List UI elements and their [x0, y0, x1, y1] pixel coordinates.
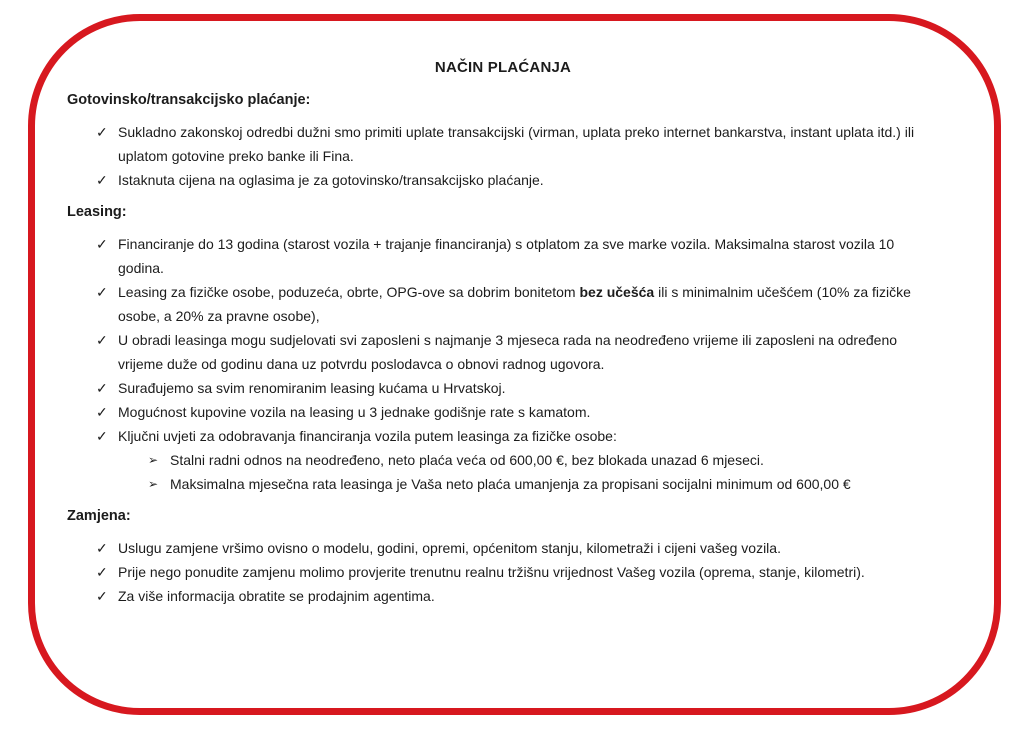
list-item: [67, 472, 939, 496]
list-item: [67, 168, 939, 192]
list-item: [67, 280, 939, 328]
section-heading-leasing: Leasing:: [67, 204, 127, 220]
list-item: [67, 424, 939, 448]
check-icon: ✓: [96, 588, 108, 604]
check-icon: ✓: [96, 564, 108, 580]
list-item: [67, 376, 939, 400]
list-item: [67, 120, 939, 168]
bullet-text: Maksimalna mjesečna rata leasinga je Vaša neto plaća umanjenja za propisani socijalni minimum od 600,00 €: [170, 476, 851, 492]
bullet-text: Uslugu zamjene vršimo ovisno o modelu, godini, opremi, općenitom stanju, kilometraži i cijeni vašeg vozila.: [118, 540, 781, 556]
document-body: [67, 48, 939, 608]
section-heading-zamjena: Zamjena:: [67, 508, 131, 524]
list-item: [67, 328, 939, 376]
check-icon: ✓: [96, 236, 108, 252]
bullet-text: Financiranje do 13 godina (starost vozila + trajanje financiranja) s otplatom za sve marke vozila. Maksimalna starost vozila 10 godina.: [118, 236, 895, 276]
check-icon: ✓: [96, 428, 108, 444]
bullet-text: Sukladno zakonskoj odredbi dužni smo primiti uplate transakcijski (virman, uplata preko internet bankarstva, instant uplata itd.) ili uplatom gotovine preko banke ili Fina.: [118, 124, 915, 164]
check-icon: ✓: [96, 332, 108, 348]
arrow-icon: ➢: [148, 477, 159, 491]
bullet-text: Istaknuta cijena na oglasima je za gotovinsko/transakcijsko plaćanje.: [118, 172, 544, 188]
bullet-text: U obradi leasinga mogu sudjelovati svi zaposleni s najmanje 3 mjeseca rada na neodređeno vrijeme ili zaposleni na određeno vrijeme duže od godinu dana uz potvrdu poslodavca o obnovi radnog ugovora.: [118, 332, 898, 372]
bullet-text: Leasing za fizičke osobe, poduzeća, obrte, OPG-ove sa dobrim bonitetom bez učešća ili s minimalnim učešćem (10% za fizičke osobe, a 20% za pravne osobe),: [118, 284, 911, 324]
list-item: [67, 232, 939, 280]
cash-payment-bullet-list: [67, 120, 939, 192]
check-icon: ✓: [96, 540, 108, 556]
arrow-icon: ➢: [148, 453, 159, 467]
bullet-text: Ključni uvjeti za odobravanja financiranja vozila putem leasinga za fizičke osobe:: [118, 428, 617, 444]
check-icon: ✓: [96, 124, 108, 140]
leasing-sub-bullet-list: [67, 448, 939, 496]
check-icon: ✓: [96, 172, 108, 188]
section-heading-cash-payment: Gotovinsko/transakcijsko plaćanje:: [67, 92, 311, 108]
bullet-text: Surađujemo sa svim renomiranim leasing kućama u Hrvatskoj.: [118, 380, 506, 396]
list-item: [67, 560, 939, 584]
page-title: NAČIN PLAĆANJA: [434, 59, 572, 76]
check-icon: ✓: [96, 404, 108, 420]
list-item: [67, 584, 939, 608]
list-item: [67, 448, 939, 472]
bullet-text: Za više informacija obratite se prodajnim agentima.: [118, 588, 435, 604]
check-icon: ✓: [96, 380, 108, 396]
leasing-bullet-list: [67, 232, 939, 448]
check-icon: ✓: [96, 284, 108, 300]
bold-phrase: bez učešća: [579, 284, 655, 300]
list-item: [67, 400, 939, 424]
bullet-text: Mogućnost kupovine vozila na leasing u 3 jednake godišnje rate s kamatom.: [118, 404, 591, 420]
zamjena-bullet-list: [67, 536, 939, 608]
list-item: [67, 536, 939, 560]
bullet-text: Prije nego ponudite zamjenu molimo provjerite trenutnu realnu tržišnu vrijednost Vašeg vozila (oprema, stanje, kilometri).: [118, 564, 865, 580]
bullet-text: Stalni radni odnos na neodređeno, neto plaća veća od 600,00 €, bez blokada unazad 6 mjeseci.: [170, 452, 764, 468]
